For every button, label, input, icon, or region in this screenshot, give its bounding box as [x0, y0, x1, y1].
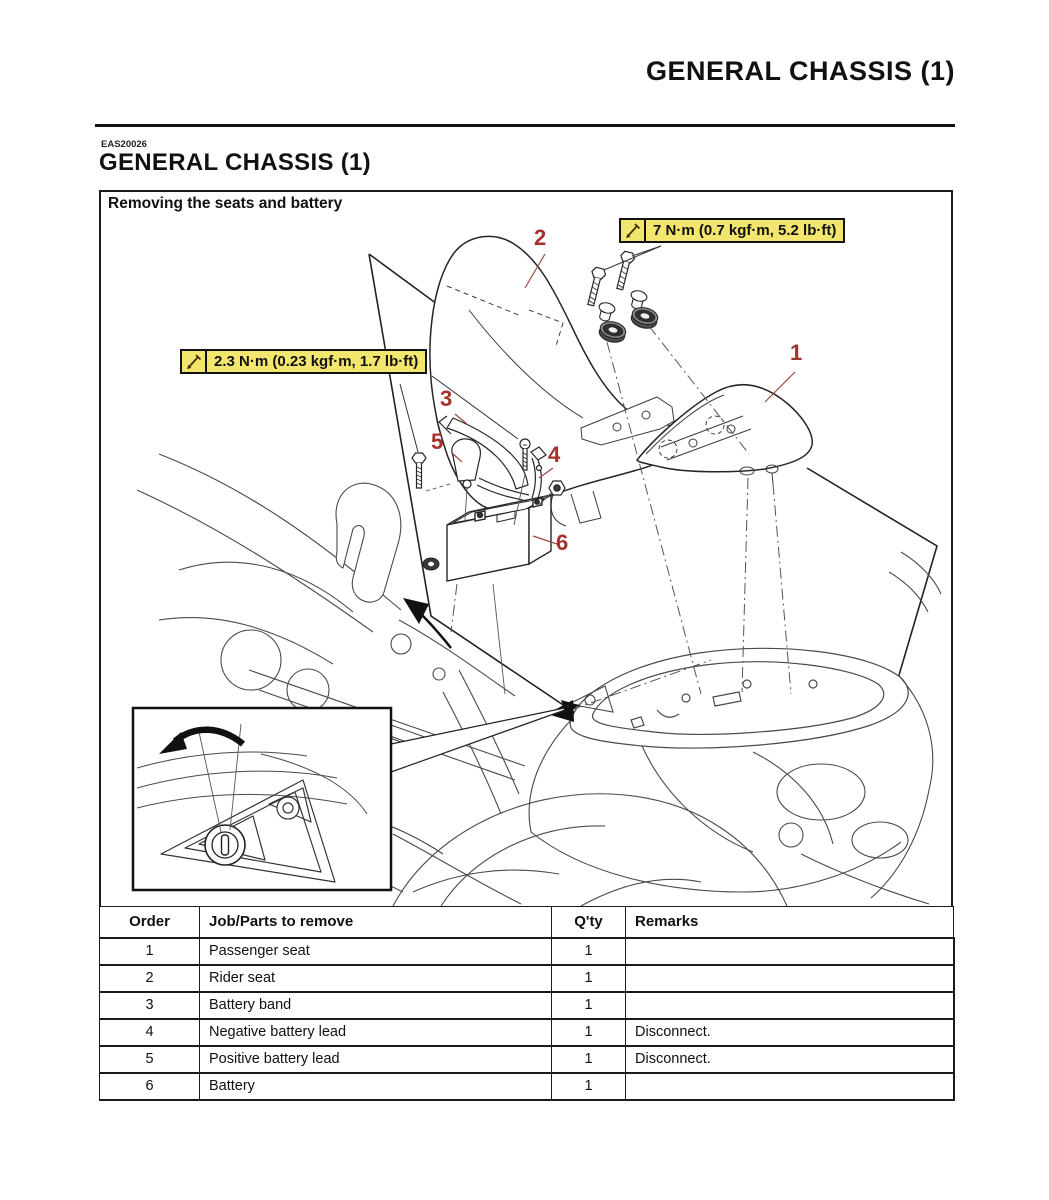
- table-cell-qty: 1: [552, 1073, 626, 1100]
- table-row: [100, 938, 954, 965]
- column-header-qty: Q'ty: [552, 907, 626, 938]
- parts-table-header: [100, 907, 954, 938]
- table-cell-order: 2: [100, 965, 200, 992]
- column-header-remarks: Remarks: [626, 907, 954, 938]
- seat-grommet: [629, 305, 659, 331]
- battery-grommet: [423, 558, 439, 570]
- key-cylinder: [205, 825, 245, 865]
- section-code: EAS20026: [101, 139, 147, 150]
- table-cell-job: Passenger seat: [200, 938, 552, 965]
- running-header-title: GENERAL CHASSIS (1): [645, 56, 955, 86]
- table-row: [100, 1073, 954, 1100]
- table-row: [100, 1019, 954, 1046]
- direction-arrow: [403, 598, 574, 722]
- table-cell-remarks: [626, 938, 954, 965]
- table-cell-order: 6: [100, 1073, 200, 1100]
- figure-title: Removing the seats and battery: [108, 195, 343, 212]
- parts-table: [99, 906, 954, 1100]
- torque-spec-lower: [180, 349, 427, 374]
- table-cell-remarks: Disconnect.: [626, 1046, 954, 1073]
- battery-bracket-bolt: [412, 453, 426, 488]
- seat-bolt: [584, 267, 607, 307]
- table-cell-job: Battery band: [200, 992, 552, 1019]
- header-row: [100, 907, 954, 938]
- column-header-job: Job/Parts to remove: [200, 907, 552, 938]
- table-cell-job: Rider seat: [200, 965, 552, 992]
- table-cell-order: 3: [100, 992, 200, 1019]
- table-cell-order: 4: [100, 1019, 200, 1046]
- table-cell-qty: 1: [552, 992, 626, 1019]
- table-cell-order: 1: [100, 938, 200, 965]
- seat-grommet: [597, 319, 627, 345]
- table-row: [100, 992, 954, 1019]
- torque-wrench-icon: [182, 351, 207, 372]
- seat-lock-inset: [133, 700, 579, 890]
- callout-1-passenger-seat: 1: [790, 340, 803, 365]
- lead-nut: [549, 481, 565, 495]
- table-row: [100, 1046, 954, 1073]
- table-cell-remarks: [626, 1073, 954, 1100]
- table-row: [100, 965, 954, 992]
- column-header-order: Order: [100, 907, 200, 938]
- table-cell-qty: 1: [552, 1046, 626, 1073]
- page-title: GENERAL CHASSIS (1): [99, 149, 371, 176]
- table-cell-job: Negative battery lead: [200, 1019, 552, 1046]
- parts-table-body: [100, 938, 954, 1100]
- table-cell-remarks: [626, 965, 954, 992]
- callout-2-rider-seat: 2: [534, 225, 547, 250]
- table-cell-qty: 1: [552, 965, 626, 992]
- torque-wrench-icon: [621, 220, 646, 241]
- callout-5-positive-battery-lead: 5: [431, 429, 444, 454]
- header-rule: [95, 124, 955, 127]
- seat-bolt: [613, 251, 636, 291]
- callout-4-negative-battery-lead: 4: [548, 442, 561, 467]
- rear-carrier: [570, 648, 908, 748]
- table-cell-qty: 1: [552, 938, 626, 965]
- table-cell-qty: 1: [552, 1019, 626, 1046]
- table-cell-order: 5: [100, 1046, 200, 1073]
- seat-collar: [596, 301, 616, 322]
- exploded-diagram: [101, 192, 951, 906]
- battery: [447, 495, 551, 581]
- table-cell-job: Positive battery lead: [200, 1046, 552, 1073]
- exploded-view-figure: [99, 190, 953, 908]
- table-cell-remarks: Disconnect.: [626, 1019, 954, 1046]
- table-cell-job: Battery: [200, 1073, 552, 1100]
- callout-3-battery-band: 3: [440, 386, 453, 411]
- torque-spec-upper: [619, 218, 845, 243]
- table-cell-remarks: [626, 992, 954, 1019]
- torque-spec-lower-text: 2.3 N·m (0.23 kgf·m, 1.7 lb·ft): [214, 353, 419, 370]
- torque-spec-upper-text: 7 N·m (0.7 kgf·m, 5.2 lb·ft): [653, 222, 837, 239]
- callout-6-battery: 6: [556, 530, 569, 555]
